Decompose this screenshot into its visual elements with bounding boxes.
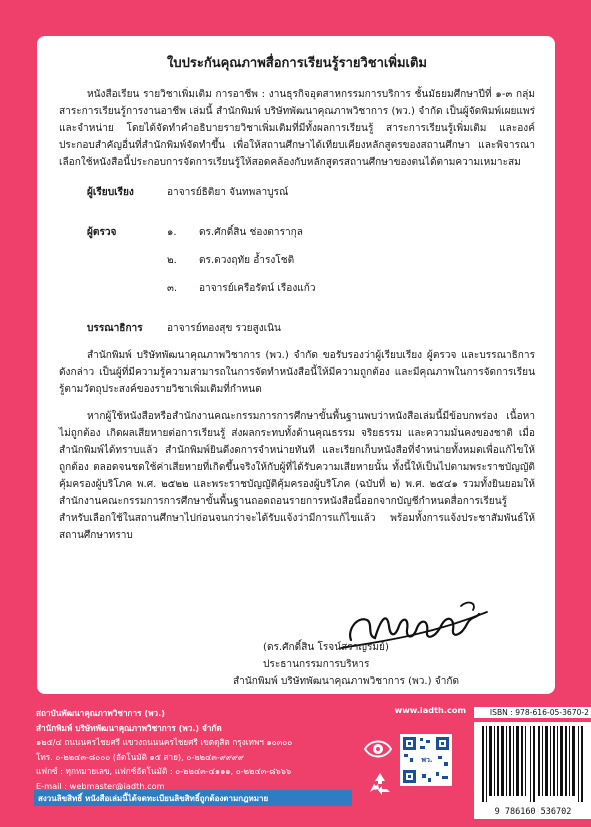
signer-name: (ดร.ศักดิ์สิน โรจน์สราญรมย์) — [263, 642, 389, 653]
reviewer-row — [59, 277, 535, 299]
institute-name: สถาบันพัฒนาคุณภาพวิชาการ (พว.) — [36, 708, 165, 718]
company-name: สำนักพิมพ์ บริษัทพัฒนาคุณภาพวิชาการ (พว.) จำกัด — [36, 722, 222, 733]
recycle-icon — [366, 770, 394, 798]
barcode-number — [474, 804, 591, 818]
reviewer-number: ๒. — [167, 255, 177, 266]
author-name: อาจารย์ธิติยา จันทพลาบูรณ์ — [167, 187, 289, 198]
reviewer-row — [59, 249, 535, 271]
reviewer-name: ดร.ศักดิ์สิน ช่องดารากุล — [199, 227, 303, 238]
intro-paragraph: หนังสือเรียน รายวิชาเพิ่มเติม การอาชีพ : งานธุรกิจอุตสาหกรรมการบริการ ชั้นมัธยมศึกษาปีที่ ๑-๓ กลุ่มสาระการเรียนรู้การงานอาชีพ เล่มนี้ สำนักพิมพ์ บริษัทพัฒนาคุณภาพวิชาการ (พว.) จำกัด เป็นผู้จัดพิมพ์เผยแพร่และจำหน่าย โดยได้จัดทำคำอธิบายรายวิชาเพิ่มเติมที่มีทั้งผลการเรียนรู้ สาระการเรียนรู้เพิ่มเติม และองค์ประกอบสำคัญอื่นที่สำนักพิมพ์จัดทำขึ้น เพื่อให้สถานศึกษาได้เทียบเคียงหลักสูตรของสถานศึกษา และพิจารณาเลือกใช้หนังสือนี้ประกอบการจัดการเรียนรู้ให้สอดคล้องกับหลักสูตรสถานศึกษาของตนได้ตามความเหมาะสม — [59, 89, 535, 168]
signer-organization: สำนักพิมพ์ บริษัทพัฒนาคุณภาพวิชาการ (พว.) จำกัด — [233, 676, 460, 687]
fax: แฟกซ์ : ทุกหมายเลข, แฟกซ์อัตโนมัติ : ๐-๒๒๔๓-๔๑๑๑, ๐-๒๒๔๓-๘๖๖๖ — [36, 766, 292, 776]
editor-row — [59, 317, 535, 339]
publisher-info — [36, 706, 396, 793]
website-link[interactable]: www.iadth.com — [394, 705, 466, 715]
reviewer-name: อาจารย์เครือรัตน์ เรืองแก้ว — [199, 283, 316, 294]
reviewer-number: ๓. — [167, 283, 178, 294]
guarantee-document — [37, 36, 555, 694]
liability-paragraph: หากผู้ใช้หนังสือหรือสำนักงานคณะกรรมการการศึกษาขั้นพื้นฐานพบว่าหนังสือเล่มนี้มีข้อบกพร่อง เนื้อหาไม่ถูกต้อง เกิดผลเสียหายต่อการเรียนรู้ ส่งผลกระทบทั้งด้านคุณธรรม จริยธรรม และความมั่นคงของชาติ เมื่อสำนักพิมพ์ได้ทราบแล้ว สำนักพิมพ์ยินดีงดการจำหน่ายทันที และเรียกเก็บหนังสือที่จำหน่ายทั้งหมดเพื่อแก้ไขให้ถูกต้อง ตลอดจนชดใช้ค่าเสียหายที่เกิดขึ้นจริงให้กับผู้ที่ได้รับความเสียหายนั้น ทั้งนี้ให้เป็นไปตามพระราชบัญญัติคุ้มครองผู้บริโภค พ.ศ. ๒๕๒๒ และพระราชบัญญัติคุ้มครองผู้บริโภค (ฉบับที่ ๒) พ.ศ. ๒๕๔๑ รวมทั้งยินยอมให้สำนักงานคณะกรรมการการศึกษาขั้นพื้นฐานถอดถอนรายการหนังสือนี้ออกจากบัญชีกำหนดสื่อการเรียนรู้สำหรับเลือกใช้ในสถานศึกษาไปก่อนจนกว่าจะได้รับแจ้งว่ามีการแก้ไขแล้ว พร้อมทั้งการแจ้งประชาสัมพันธ์ให้สถานศึกษาทราบ — [59, 411, 535, 541]
signoff-block — [37, 639, 555, 690]
signer-position: ประธานกรรมการบริหาร — [263, 659, 370, 670]
credits-list — [59, 181, 535, 339]
reviewer-label: ผู้ตรวจ — [87, 227, 117, 238]
reviewer-name: ดร.ดวงฤทัย อ้ำรงโชติ — [199, 255, 295, 266]
editor-label: บรรณาธิการ — [87, 323, 143, 334]
phone: โทร. ๐-๒๒๔๓-๘๐๐๐ (อัตโนมัติ ๑๕ สาย), ๐-๒๒๔๓-๙๙๙๙ — [36, 751, 244, 762]
address: ๑๒๕/๔ ถนนนครไชยศรี แขวงถนนนครไชยศรี เขตดุสิต กรุงเทพฯ ๑๐๓๐๐ — [36, 737, 293, 747]
author-label: ผู้เรียบเรียง — [87, 187, 134, 198]
eye-logo-icon — [363, 736, 393, 762]
isbn: ISBN : 978-616-05-3670-2 — [474, 707, 591, 718]
reviewer-number: ๑. — [167, 227, 177, 238]
email: E-mail : webmaster@iadth.com — [36, 780, 165, 791]
editor-name: อาจารย์ทองสุข รวยสูงเนิน — [167, 323, 281, 334]
qr-label: พว. — [416, 755, 438, 766]
reviewer-row — [59, 221, 535, 243]
certification-paragraph: สำนักพิมพ์ บริษัทพัฒนาคุณภาพวิชาการ (พว.) จำกัด ขอรับรองว่าผู้เรียบเรียง ผู้ตรวจ และบรรณาธิการดังกล่าว เป็นผู้ที่มีความรู้ความสามารถในการจัดทำหนังสือนี้ให้มีความถูกต้อง และมีคุณภาพในการจัดการเรียนรู้ตามวัตถุประสงค์ของรายวิชาเพิ่มเติมที่กำหนด — [59, 350, 535, 395]
barcode-number-text: 9 786160 536702 — [494, 807, 572, 817]
document-title: ใบประกันคุณภาพสื่อการเรียนรู้รายวิชาเพิ่มเติม — [167, 56, 427, 71]
author-row — [59, 181, 535, 203]
copyright-notice: สงวนลิขสิทธิ์ หนังสือเล่มนี้ได้จดทะเบียนลิขสิทธิ์ถูกต้องตามกฎหมาย — [34, 790, 352, 806]
